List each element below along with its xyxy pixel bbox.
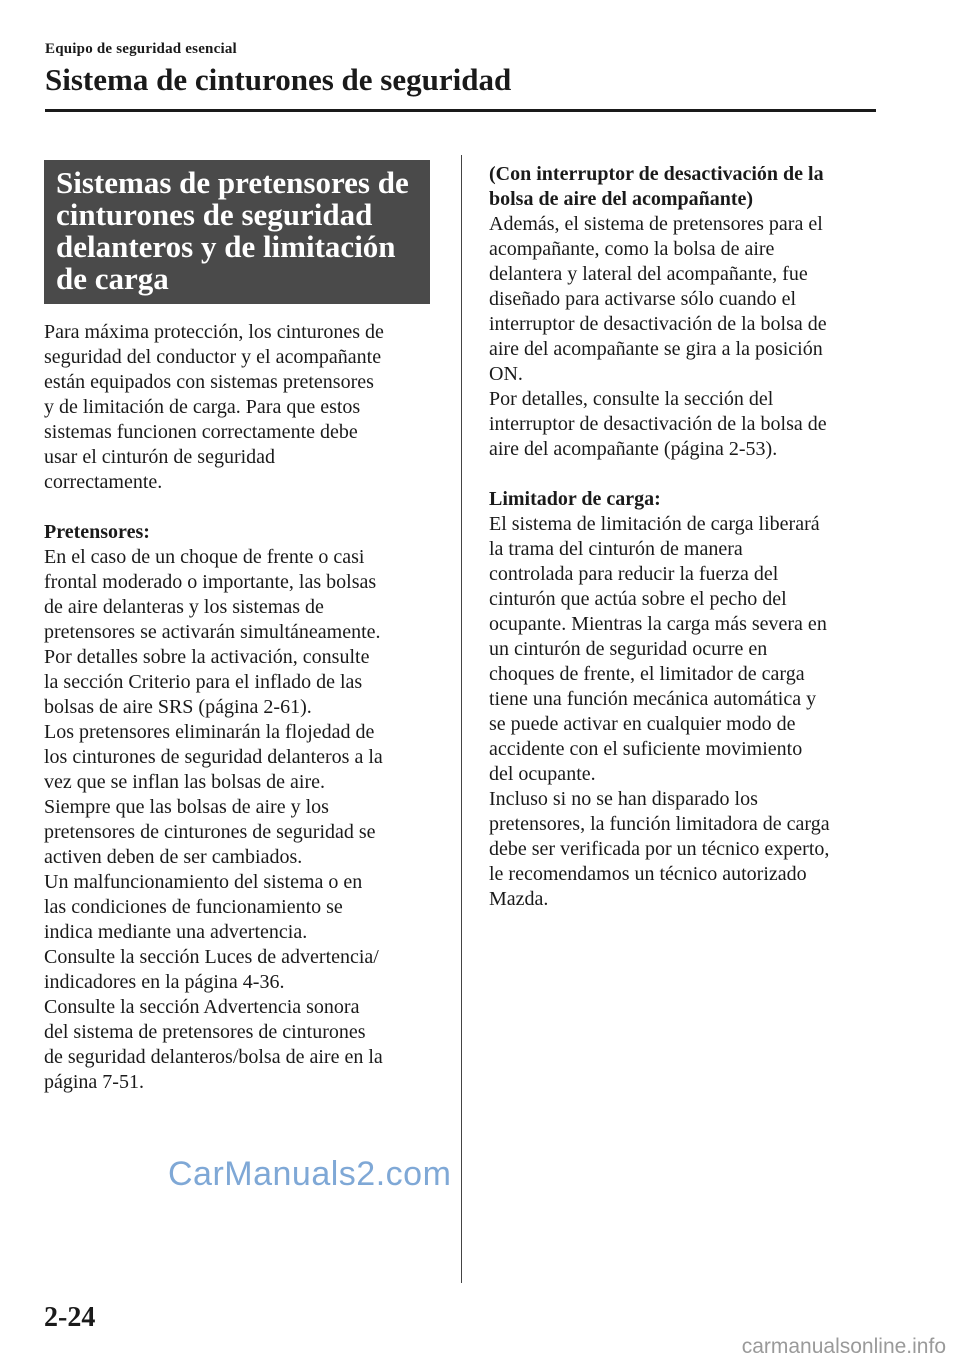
text-line: delantera y lateral del acompañante, fue xyxy=(489,263,808,285)
text-line: página 7-51. xyxy=(44,1071,144,1093)
text-line: aire del acompañante se gira a la posición xyxy=(489,338,823,360)
text-line: y de limitación de carga. Para que estos xyxy=(44,396,361,418)
text-line: debe ser verificada por un técnico experto, xyxy=(489,838,830,860)
text-line: Mazda. xyxy=(489,888,549,910)
text-line: Consulte la sección Advertencia sonora xyxy=(44,996,360,1018)
text-line: pretensores, la función limitadora de carga xyxy=(489,813,830,835)
text-line: Un malfuncionamiento del sistema o en xyxy=(44,871,363,893)
text-line: del ocupante. xyxy=(489,763,596,785)
text-line: cinturón que actúa sobre el pecho del xyxy=(489,588,787,610)
text-line: sistemas funcionen correctamente debe xyxy=(44,421,358,443)
intro-paragraph xyxy=(44,320,436,495)
header-kicker: Equipo de seguridad esencial xyxy=(45,41,237,57)
page-title: Sistema de cinturones de seguridad xyxy=(45,62,512,97)
section-title-line: de carga xyxy=(56,261,169,296)
text-line: Por detalles sobre la activación, consulte xyxy=(44,646,370,668)
section-title-line: delanteros y de limitación xyxy=(56,229,396,264)
text-line: aire del acompañante (página 2-53). xyxy=(489,438,778,460)
text-line: interruptor de desactivación de la bolsa de xyxy=(489,413,827,435)
text-line: bolsas de aire SRS (página 2-61). xyxy=(44,696,312,718)
text-line: un cinturón de seguridad ocurre en xyxy=(489,638,768,660)
text-line: de seguridad delanteros/bolsa de aire en la xyxy=(44,1046,383,1068)
text-line: interruptor de desactivación de la bolsa de xyxy=(489,313,827,335)
text-line: Para máxima protección, los cinturones de xyxy=(44,321,384,343)
text-line: acompañante, como la bolsa de aire xyxy=(489,238,775,260)
text-line: pretensores de cinturones de seguridad se xyxy=(44,821,376,843)
text-line: la sección Criterio para el inflado de las xyxy=(44,671,363,693)
text-line: frontal moderado o importante, las bolsas xyxy=(44,571,377,593)
text-line: de aire delanteras y los sistemas de xyxy=(44,596,324,618)
text-line: choques de frente, el limitador de carga xyxy=(489,663,805,685)
text-line: activen deben de ser cambiados. xyxy=(44,846,303,868)
section-title-line: Sistemas de pretensores de xyxy=(56,165,409,200)
text-line: diseñado para activarse sólo cuando el xyxy=(489,288,797,310)
text-line: El sistema de limitación de carga liberará xyxy=(489,513,820,535)
pretensores-paragraph xyxy=(44,520,436,1095)
text-line: controlada para reducir la fuerza del xyxy=(489,563,779,585)
text-line: Siempre que las bolsas de aire y los xyxy=(44,796,329,818)
text-line: En el caso de un choque de frente o casi xyxy=(44,546,365,568)
text-line: Incluso si no se han disparado los xyxy=(489,788,758,810)
text-line: indica mediante una advertencia. xyxy=(44,921,308,943)
text-line: Además, el sistema de pretensores para el xyxy=(489,213,823,235)
text-line: usar el cinturón de seguridad xyxy=(44,446,276,468)
column-divider xyxy=(461,155,462,1283)
text-line: las condiciones de funcionamiento se xyxy=(44,896,343,918)
limitador-paragraph xyxy=(489,487,881,912)
text-line: pretensores se activarán simultáneamente. xyxy=(44,621,381,643)
text-line: ocupante. Mientras la carga más severa en xyxy=(489,613,827,635)
pretensores-heading: Pretensores: xyxy=(44,521,150,543)
text-line: la trama del cinturón de manera xyxy=(489,538,743,560)
right-column xyxy=(489,162,881,912)
text-line: correctamente. xyxy=(44,471,163,493)
header-rule xyxy=(45,109,876,112)
text-line: Por detalles, consulte la sección del xyxy=(489,388,774,410)
interruptor-paragraph xyxy=(489,162,881,462)
text-line: ON. xyxy=(489,363,523,385)
text-line: seguridad del conductor y el acompañante xyxy=(44,346,382,368)
section-title-line: cinturones de seguridad xyxy=(56,197,373,232)
text-line: le recomendamos un técnico autorizado xyxy=(489,863,807,885)
text-line: Los pretensores eliminarán la flojedad de xyxy=(44,721,375,743)
text-line: accidente con el suficiente movimiento xyxy=(489,738,803,760)
text-line: están equipados con sistemas pretensores xyxy=(44,371,374,393)
interruptor-heading: (Con interruptor de desactivación de la xyxy=(489,163,824,185)
text-line: Consulte la sección Luces de advertencia/ xyxy=(44,946,379,968)
limitador-heading: Limitador de carga: xyxy=(489,488,661,510)
text-line: los cinturones de seguridad delanteros a la xyxy=(44,746,383,768)
section-title-box xyxy=(44,160,430,304)
text-line: vez que se inflan las bolsas de aire. xyxy=(44,771,326,793)
left-column xyxy=(44,160,436,1095)
watermark: CarManuals2.com xyxy=(168,1155,452,1193)
text-line: del sistema de pretensores de cinturones xyxy=(44,1021,366,1043)
text-line: tiene una función mecánica automática y xyxy=(489,688,817,710)
text-line: indicadores en la página 4-36. xyxy=(44,971,285,993)
page-number: 2-24 xyxy=(44,1302,96,1333)
text-line: se puede activar en cualquier modo de xyxy=(489,713,796,735)
footer-watermark: carmanualsonline.info xyxy=(741,1335,946,1358)
interruptor-heading: bolsa de aire del acompañante) xyxy=(489,188,754,210)
